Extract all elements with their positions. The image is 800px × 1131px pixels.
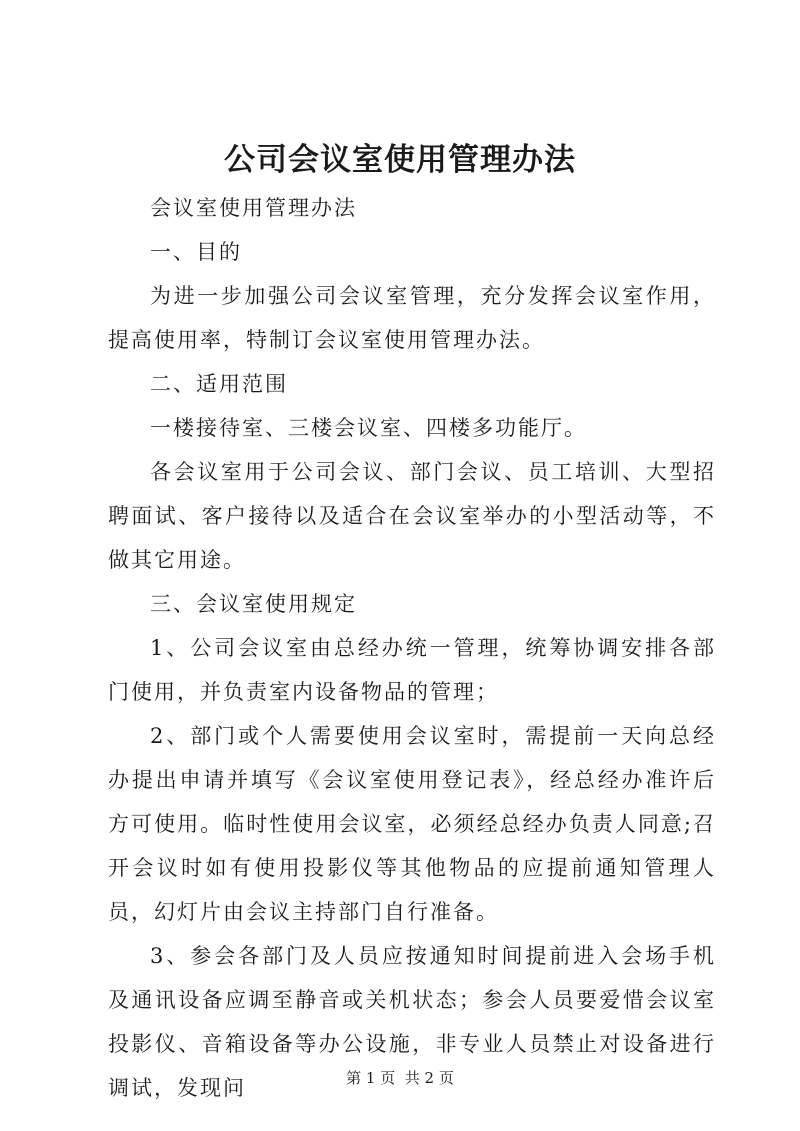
paragraph-rule-3: 3、参会各部门及人员应按通知时间提前进入会场手机及通讯设备应调至静音或关机状态；参会人员要爱惜会议室投影仪、音箱设备等办公设施，非专业人员禁止对设备进行调试，发现问 [108,944,716,1100]
section-heading-scope: 二、适用范围 [150,372,288,396]
paragraph-purpose: 为进一步加强公司会议室管理，充分发挥会议室作用，提高使用率，特制订会议室使用管理办法。 [108,284,716,352]
page-number-label: 第 1 页 共 2 页 [346,1069,454,1087]
paragraph-rooms: 一楼接待室、三楼会议室、四楼多功能厅。 [150,416,587,440]
section-heading-purpose: 一、目的 [150,240,242,264]
paragraph-rule-1: 1、公司会议室由总经办统一管理，统筹协调安排各部门使用，并负责室内设备物品的管理； [108,636,716,704]
paragraph-subtitle: 会议室使用管理办法 [150,196,357,220]
paragraph-usage: 各会议室用于公司会议、部门会议、员工培训、大型招聘面试、客户接待以及适合在会议室举办的小型活动等，不做其它用途。 [108,460,716,572]
section-heading-rules: 三、会议室使用规定 [150,592,357,616]
paragraph-rule-2: 2、部门或个人需要使用会议室时，需提前一天向总经办提出申请并填写《会议室使用登记表》，经总经办准许后方可使用。临时性使用会议室，必须经总经办负责人同意;召开会议时如有使用投影仪等其他物品的应提前通知管理人员，幻灯片由会议主持部门自行准备。 [108,724,716,924]
document-body [108,186,716,1110]
document-title: 公司会议室使用管理办法 [224,142,576,178]
page-footer [0,1068,800,1088]
